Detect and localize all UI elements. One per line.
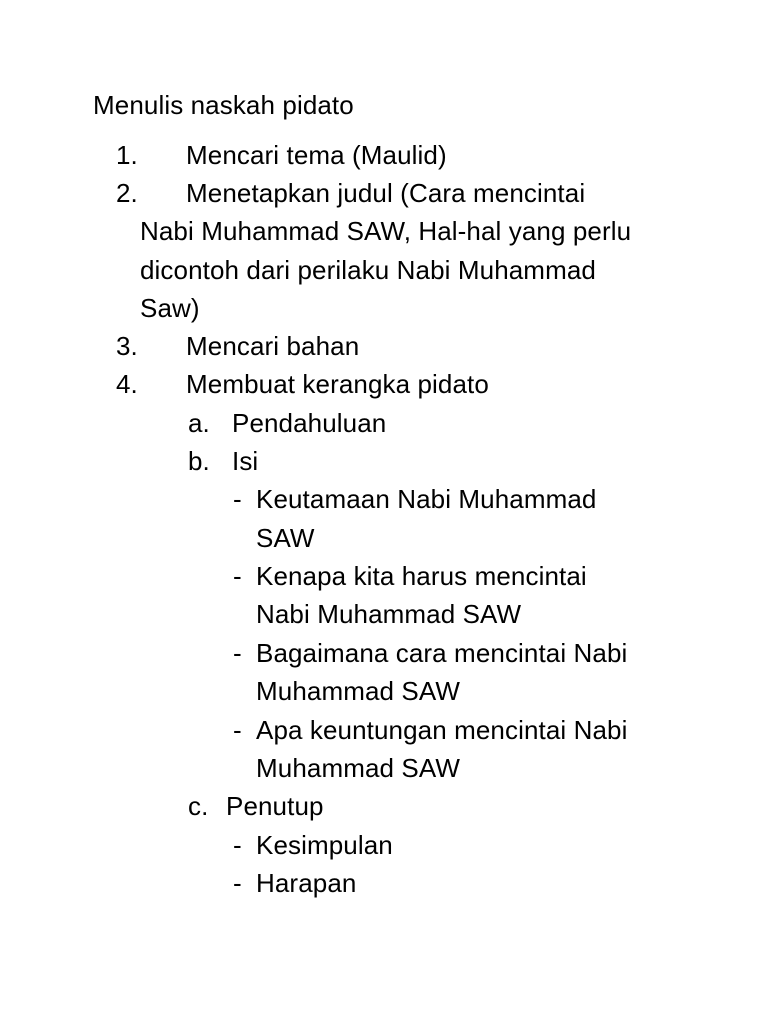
outline-b-item-3-line: Bagaimana cara mencintai Nabi (256, 638, 628, 668)
outline-b-item-3-marker: - (233, 638, 242, 668)
step-2-continuation-line: Saw) (140, 293, 200, 323)
step-3-marker: 3. (116, 331, 138, 361)
outline-b-marker: b. (188, 446, 210, 476)
outline-b-item-1-line: Keutamaan Nabi Muhammad (256, 484, 597, 514)
outline-b-item-4-line: Muhammad SAW (256, 753, 460, 783)
step-2-marker: 2. (116, 178, 138, 208)
outline-c-marker: c. (188, 791, 209, 821)
outline-b-item-1-line: SAW (256, 523, 315, 553)
outline-c-item-2-marker: - (233, 868, 242, 898)
outline-a-text: Pendahuluan (232, 408, 387, 438)
outline-b-item-2-line: Kenapa kita harus mencintai (256, 561, 587, 591)
step-2-continuation-line: Nabi Muhammad SAW, Hal-hal yang perlu (140, 216, 632, 246)
outline-b-text: Isi (232, 446, 259, 476)
outline-a-marker: a. (188, 408, 210, 438)
outline-c-text: Penutup (226, 791, 324, 821)
step-3-text: Mencari bahan (186, 331, 360, 361)
outline-b-item-3-line: Muhammad SAW (256, 676, 460, 706)
outline-b-item-2-line: Nabi Muhammad SAW (256, 599, 522, 629)
outline-b-item-2-marker: - (233, 561, 242, 591)
outline-b-item-1-marker: - (233, 484, 242, 514)
outline-b-item-4-line: Apa keuntungan mencintai Nabi (256, 715, 628, 745)
step-4-text: Membuat kerangka pidato (186, 369, 489, 399)
outline-c-item-1-line: Kesimpulan (256, 830, 393, 860)
document-title: Menulis naskah pidato (93, 90, 354, 120)
step-1-marker: 1. (116, 140, 138, 170)
step-4-marker: 4. (116, 369, 138, 399)
outline-b-item-4-marker: - (233, 715, 242, 745)
outline-c-item-2-line: Harapan (256, 868, 357, 898)
step-2-text: Menetapkan judul (Cara mencintai (186, 178, 586, 208)
step-1-text: Mencari tema (Maulid) (186, 140, 447, 170)
outline-c-item-1-marker: - (233, 830, 242, 860)
step-2-continuation-line: dicontoh dari perilaku Nabi Muhammad (140, 255, 596, 285)
